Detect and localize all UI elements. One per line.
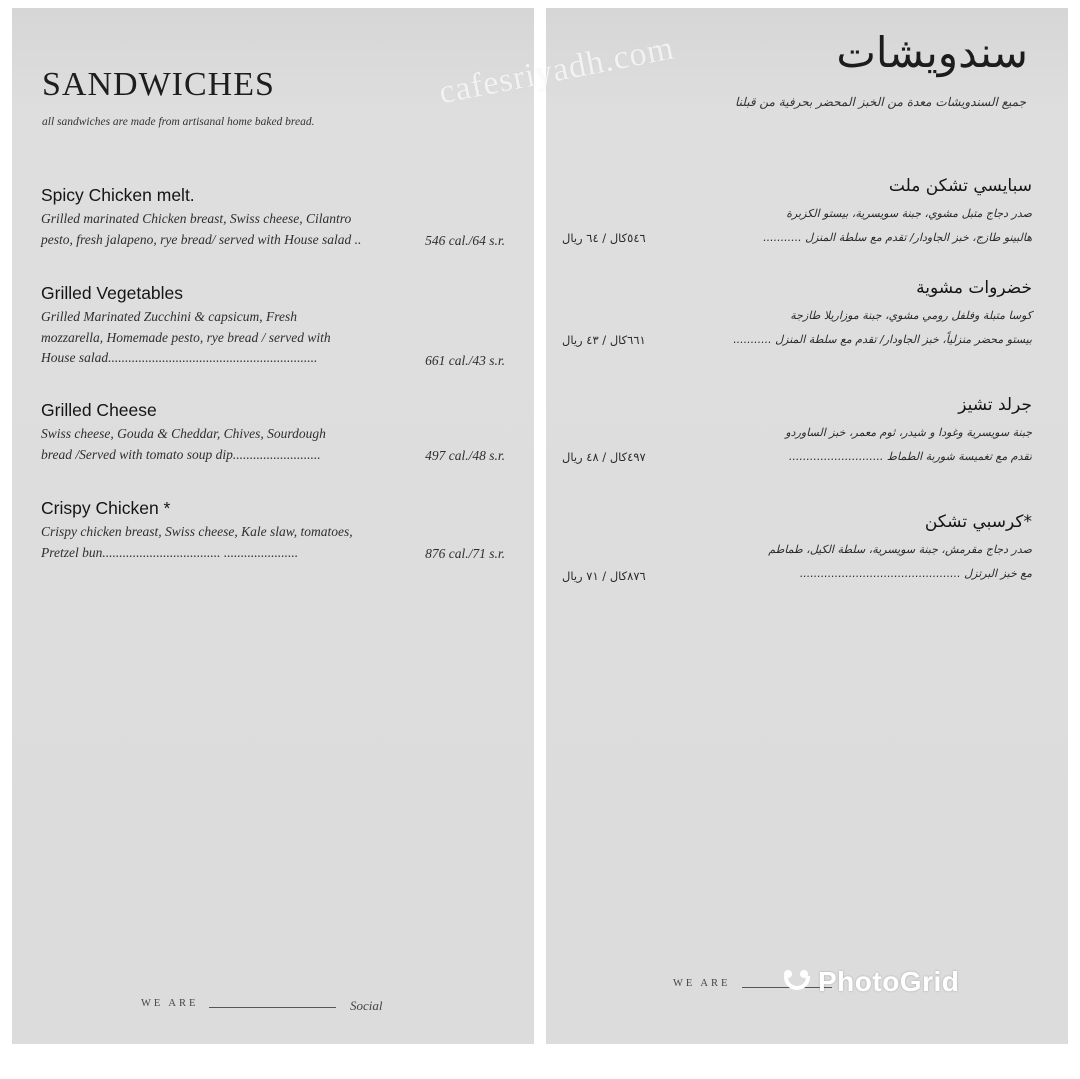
- item-price: 876 cal./71 s.r.: [425, 546, 505, 561]
- item-price: ٥٤٦كال / ٦٤ ريال: [562, 231, 646, 245]
- arabic-menu-page: [546, 8, 1068, 1044]
- menu-item-grilled-vegetables: [41, 283, 511, 369]
- item-price: ٤٩٧كال / ٤٨ ريال: [562, 450, 646, 464]
- footer-divider: [209, 1007, 336, 1008]
- item-name: Grilled Cheese: [41, 400, 157, 420]
- item-description: صدر دجاج مقرمش، جبنة سويسرية، سلطة الكيل، طماطم مع خبز البرتزل ..............................................: [768, 543, 1032, 580]
- item-name: خضروات مشوية: [916, 278, 1032, 298]
- item-name: Grilled Vegetables: [41, 283, 184, 303]
- item-name: جرلد تشيز: [958, 395, 1032, 415]
- social-link[interactable]: Social: [350, 998, 383, 1013]
- item-description: Grilled Marinated Zucchini & capsicum, Fresh mozzarella, Homemade pesto, rye bread / served with House salad..............................................................: [41, 309, 331, 365]
- item-description: Crispy chicken breast, Swiss cheese, Kale slaw, tomatoes, Pretzel bun................................... ......................: [41, 524, 353, 560]
- item-price: 546 cal./64 s.r.: [425, 233, 505, 248]
- item-description: Grilled marinated Chicken breast, Swiss cheese, Cilantro pesto, fresh jalapeno, rye bread/ served with House salad ..: [41, 211, 362, 247]
- item-price: 497 cal./48 s.r.: [425, 448, 505, 463]
- item-price: ٨٧٦كال / ٧١ ريال: [562, 569, 646, 583]
- item-name: Crispy Chicken *: [41, 498, 171, 518]
- photogrid-smile-icon: [782, 970, 812, 994]
- english-menu-page: [12, 8, 534, 1044]
- item-price: 661 cal./43 s.r.: [425, 353, 505, 368]
- menu-item-arabic-crispy-chicken: [562, 512, 1032, 586]
- photogrid-text: PhotoGrid: [818, 966, 960, 997]
- menu-item-grilled-cheese: [41, 400, 511, 465]
- item-description: صدر دجاج متبل مشوي، جبنة سويسرية، بيستو الكزبرة هالبينو طازج، خبز الجاودار/ تقدم مع سلطة المنزل ...........: [763, 207, 1032, 244]
- menu-item-crispy-chicken: [41, 498, 511, 563]
- menu-item-arabic-grilled-cheese: [562, 395, 1032, 469]
- item-name: Spicy Chicken melt.: [41, 185, 195, 205]
- item-description: Swiss cheese, Gouda & Cheddar, Chives, Sourdough bread /Served with tomato soup dip..........................: [41, 426, 326, 462]
- watermark-text: cafesriyadh.com: [436, 29, 678, 112]
- item-description: جبنة سويسرية وغودا و شيدر، ثوم معمر، خبز الساوردو تقدم مع تغميسة شوربة الطماط ...........................: [785, 426, 1032, 463]
- we-are-label: WE ARE: [141, 998, 199, 1009]
- menu-title-arabic: سندويشات: [836, 28, 1028, 77]
- we-are-label: WE ARE: [673, 978, 731, 989]
- item-name: *كرسبي تشكن: [924, 512, 1032, 532]
- item-name: سبايسي تشكن ملت: [888, 176, 1032, 196]
- menu-item-arabic-spicy-chicken-melt: [562, 176, 1032, 250]
- photogrid-logo: [782, 966, 959, 998]
- menu-item-arabic-grilled-vegetables: [562, 278, 1032, 352]
- menu-item-spicy-chicken-melt: [41, 185, 511, 250]
- menu-subtitle-arabic: جميع السندويشات معدة من الخبز المحضر بحرفية من قبلنا: [735, 95, 1026, 109]
- item-price: ٦٦١كال / ٤٣ ريال: [562, 333, 646, 347]
- item-description: كوسا متبلة وفلفل رومي مشوي، جبنة موزاريلا طازجة بيستو محضر منزلياً، خبز الجاودار/ تقدم مع سلطة المنزل ...........: [733, 309, 1032, 346]
- menu-title: SANDWICHES: [42, 66, 275, 103]
- menu-subtitle: all sandwiches are made from artisanal home baked bread.: [42, 116, 315, 128]
